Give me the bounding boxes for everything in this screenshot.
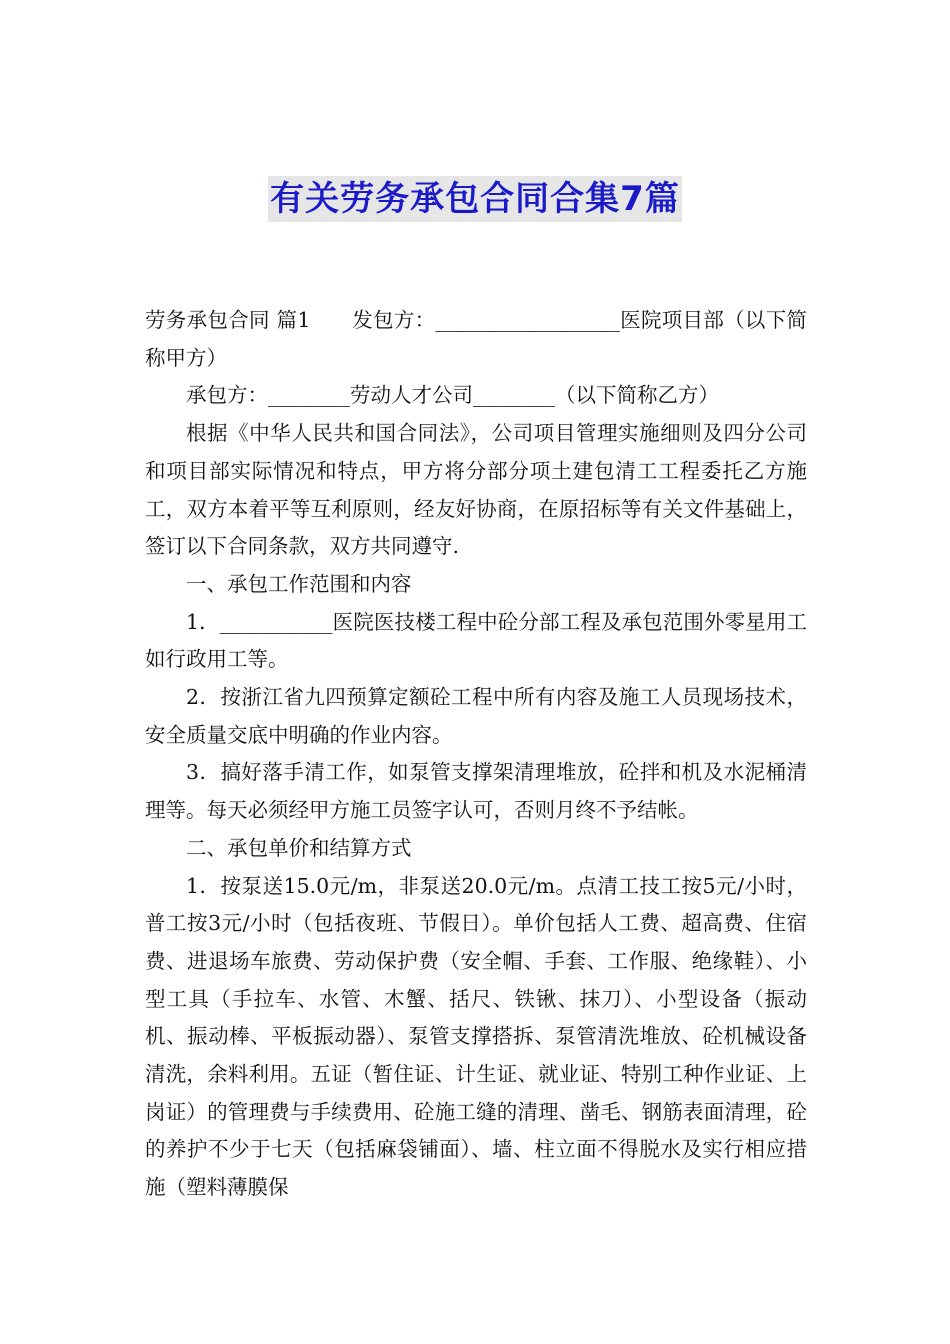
title-container (0, 176, 950, 222)
paragraph: 1．按泵送15.0元/m，非泵送20.0元/m。点清工技工按5元/小时，普工按3元/小时（包括夜班、节假日）。单价包括人工费、超高费、住宿费、进退场车旅费、劳动保护费（安全帽、手套、工作服、绝缘鞋）、小型工具（手拉车、水管、木蟹、括尺、铁锹、抹刀）、小型设备（振动机、振动棒、平板振动器）、泵管支撑搭拆、泵管清洗堆放、砼机械设备清洗，余料利用。五证（暂住证、计生证、就业证、特别工种作业证、上岗证）的管理费与手续费用、砼施工缝的清理、凿毛、钢筋表面清理，砼的养护不少于七天（包括麻袋铺面）、墙、柱立面不得脱水及实行相应措施（塑料薄膜保 (145, 873, 807, 1200)
paragraph: 1．___________医院医技楼工程中砼分部工程及承包范围外零星用工如行政用工等。 (145, 609, 807, 672)
paragraph: 2．按浙江省九四预算定额砼工程中所有内容及施工人员现场技术，安全质量交底中明确的作业内容。 (145, 685, 807, 747)
section-heading: 二、承包单价和结算方式 (186, 835, 412, 860)
section-heading: 一、承包工作范围和内容 (186, 571, 412, 596)
document-body (145, 302, 807, 1207)
paragraph: 劳务承包合同 篇1 发包方：__________________医院项目部（以下简称甲方） (145, 308, 807, 370)
paragraph: 承包方：________劳动人才公司________（以下简称乙方） (186, 383, 719, 408)
document-title: 有关劳务承包合同合集7篇 (268, 176, 682, 222)
paragraph: 根据《中华人民共和国合同法》，公司项目管理实施细则及四分公司和项目部实际情况和特点，甲方将分部分项土建包清工工程委托乙方施工，双方本着平等互利原则，经友好协商，在原招标等有关文件基础上，签订以下合同条款，双方共同遵守. (145, 421, 807, 559)
paragraph: 3．搞好落手清工作，如泵管支撑架清理堆放，砼拌和机及水泥桶清理等。每天必须经甲方施工员签字认可，否则月终不予结帐。 (145, 760, 807, 823)
